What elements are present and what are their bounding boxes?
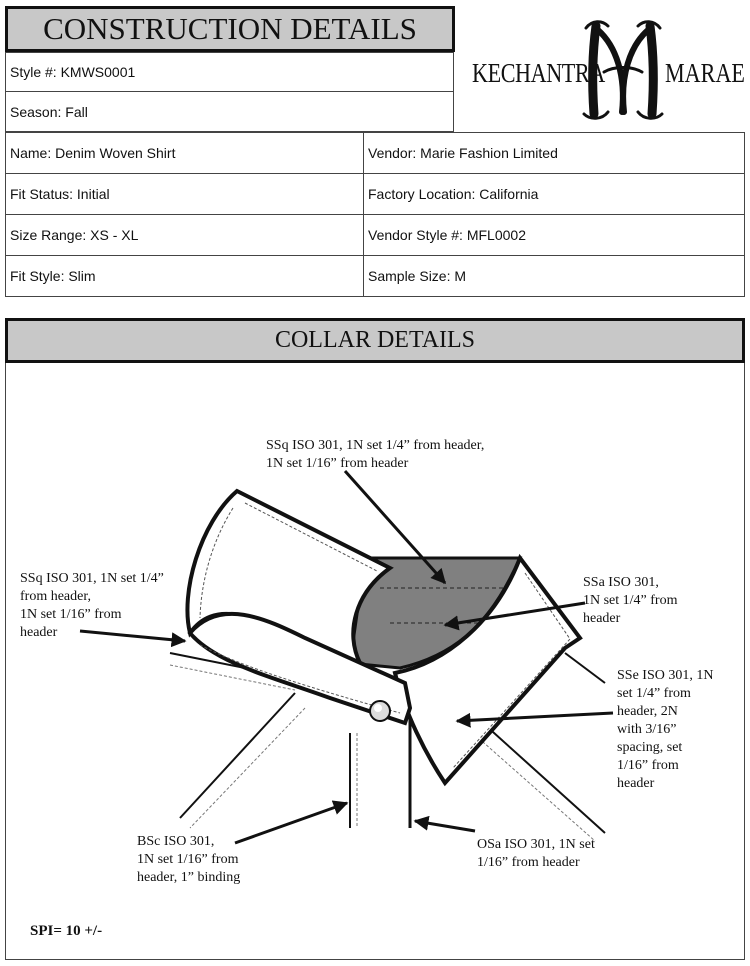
- brand-name-right: MARAE: [665, 58, 745, 88]
- brand-name-left: KECHANTRA: [472, 58, 605, 88]
- fit-style: Fit Style: Slim: [5, 255, 364, 297]
- collar-details-title: COLLAR DETAILS: [5, 318, 745, 363]
- callout-bottom-left: BSc ISO 301, 1N set 1/16” from header, 1” binding: [137, 834, 241, 885]
- style-number: Style #: KMWS0001: [5, 52, 454, 92]
- vendor: Vendor: Marie Fashion Limited: [363, 132, 745, 174]
- sample-size: Sample Size: M: [363, 255, 745, 297]
- fit-status: Fit Status: Initial: [5, 173, 364, 215]
- spi-note: SPI= 10 +/-: [30, 923, 103, 939]
- callout-top: SSq ISO 301, 1N set 1/4” from header, 1N set 1/16” from header: [266, 438, 485, 471]
- monogram-km-icon: [582, 16, 664, 120]
- vendor-style-number: Vendor Style #: MFL0002: [363, 214, 745, 256]
- size-range: Size Range: XS - XL: [5, 214, 364, 256]
- style-name: Name: Denim Woven Shirt: [5, 132, 364, 174]
- callout-bottom-right: OSa ISO 301, 1N set 1/16” from header: [477, 837, 595, 870]
- factory-location: Factory Location: California: [363, 173, 745, 215]
- callout-right-mid: SSe ISO 301, 1N set 1/4” from header, 2N with 3/16” spacing, set 1/16” from header: [617, 668, 714, 791]
- season: Season: Fall: [5, 91, 454, 132]
- callout-left: SSq ISO 301, 1N set 1/4” from header, 1N set 1/16” from header: [20, 571, 164, 640]
- callout-right-top: SSa ISO 301, 1N set 1/4” from header: [583, 575, 678, 626]
- brand-logo: [462, 8, 745, 128]
- construction-details-title: CONSTRUCTION DETAILS: [5, 6, 455, 52]
